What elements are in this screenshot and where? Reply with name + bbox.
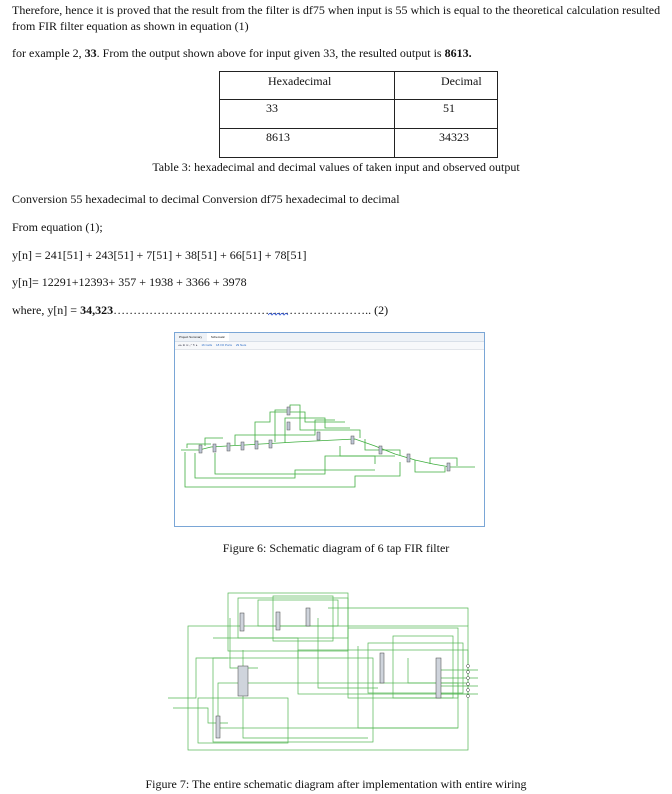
header-decimal: Decimal bbox=[395, 72, 498, 100]
implementation-schematic bbox=[168, 588, 498, 753]
equation-expanded: y[n] = 241[51] + 243[51] + 7[51] + 38[51] + 66[51] + 78[51] bbox=[12, 248, 307, 262]
from-equation-line: From equation (1); bbox=[12, 220, 103, 234]
figure-7-caption: Figure 7: The entire schematic diagram after implementation with entire wiring bbox=[145, 777, 527, 791]
table-cell: 34323 bbox=[395, 129, 498, 158]
io-ports-link: 18 I/O Ports bbox=[216, 343, 233, 347]
table-row bbox=[220, 129, 498, 158]
spellcheck-squiggle bbox=[268, 313, 290, 317]
result-value: 34,323 bbox=[80, 303, 114, 317]
schematic-toolbar bbox=[175, 342, 484, 350]
tab-project-summary: Project Summary bbox=[179, 335, 203, 339]
table-cell: 8613 bbox=[220, 129, 395, 158]
schematic-screenshot bbox=[174, 332, 485, 527]
table-cell: 51 bbox=[395, 100, 498, 129]
tab-schematic: Schematic bbox=[207, 333, 229, 341]
table-cell: 33 bbox=[220, 100, 395, 129]
table-caption: Table 3: hexadecimal and decimal values of taken input and observed output bbox=[152, 160, 520, 174]
cells-link: 16 Cells bbox=[201, 343, 213, 347]
example-output: 8613. bbox=[444, 46, 472, 60]
hex-decimal-table bbox=[219, 71, 498, 158]
intro-line-1: Therefore, hence it is proved that the result from the filter is df75 when input is 55 which is equal to the theoretical calculation resulted bbox=[12, 3, 661, 17]
conversion-line: Conversion 55 hexadecimal to decimal Conversion df75 hexadecimal to decimal bbox=[12, 192, 400, 206]
figure-6-caption: Figure 6: Schematic diagram of 6 tap FIR filter bbox=[222, 541, 450, 555]
fir-schematic-drawing bbox=[175, 350, 484, 525]
example-input: 33 bbox=[84, 46, 97, 60]
equation-result: where, y[n] = 34,323……………………………………………………….. (2) bbox=[12, 303, 389, 317]
intro-line-2: from FIR filter equation as shown in equation (1) bbox=[12, 19, 249, 33]
nets-link: 29 Nets bbox=[235, 343, 247, 347]
equation-values: y[n]= 12291+12393+ 357 + 1938 + 3366 + 3978 bbox=[12, 275, 247, 289]
example-paragraph: for example 2, 33. From the output shown above for input given 33, the resulted output is 8613. bbox=[12, 46, 472, 60]
toolbar-icons: ◂ ▸ ⊕ ⊖ ⤢ ↻ ▸ bbox=[178, 343, 198, 347]
tab-bar bbox=[175, 333, 484, 342]
table-header-row bbox=[220, 72, 498, 100]
table-row bbox=[220, 100, 498, 129]
header-hexadecimal: Hexadecimal bbox=[220, 72, 395, 100]
